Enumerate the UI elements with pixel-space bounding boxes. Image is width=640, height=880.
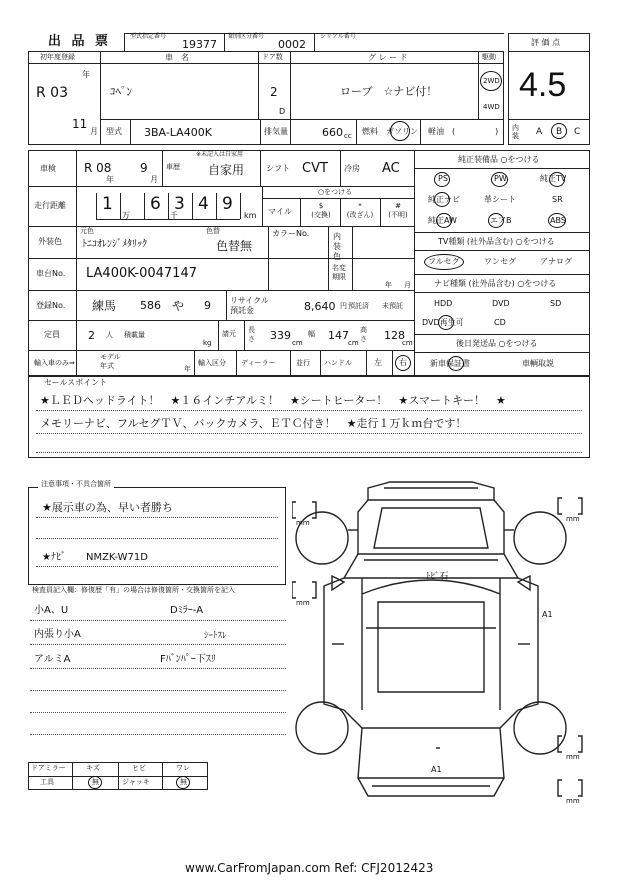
recycle-deposited: 預託済 [348, 302, 369, 310]
mileage-digit-4: 4 [198, 194, 209, 214]
handle-right: 右 [399, 358, 407, 367]
height-value: 128 [384, 329, 405, 342]
fuel-selected-circle [390, 121, 410, 141]
shaken-month-unit: 月 [150, 175, 158, 184]
docs-manual: 車輌取説 [522, 359, 554, 368]
month-unit: 月 [90, 127, 98, 136]
import-dealer: ディーラー [241, 359, 276, 367]
tv-fullseg: フルセグ [428, 257, 460, 266]
rating-score: 4.5 [519, 66, 567, 104]
doors-value: 2 [270, 85, 278, 99]
registration-place: 練馬 [92, 299, 117, 313]
inspector-row-3-b: Fﾊﾞﾝﾊﾟｰ下ｽﾘ [160, 654, 216, 665]
equip-pw: PW [494, 174, 507, 183]
grade-value: ローブ ☆ナビ付！ [340, 85, 438, 98]
legend-tools-circle [88, 776, 102, 789]
name-change-label: 名変 期限 [332, 264, 346, 281]
model-year-label: モデル 年式 [100, 353, 121, 370]
height-cm: cm [402, 339, 413, 347]
mileage-digit-5: 9 [222, 194, 233, 214]
usage-note: ※未記入は自家用 [196, 151, 244, 158]
length-value: 339 [270, 329, 291, 342]
mileage-digit-2: 6 [150, 194, 161, 214]
first-reg-month: 11 [72, 117, 88, 131]
equip-aw: 純正AW [428, 216, 457, 225]
equip-ps: PS [438, 174, 448, 183]
mileage-label: 走行距離 [34, 201, 66, 210]
import-parallel: 並行 [296, 359, 310, 367]
mileage-man: 万 [122, 211, 130, 220]
legend-jack-value: 無 [180, 778, 187, 786]
equip-navi: 純正ナビ [428, 195, 460, 204]
equip-ps-circle [434, 172, 450, 187]
year-unit: 年 [82, 70, 90, 79]
navi-sd: SD [550, 299, 562, 308]
category-value: 0002 [278, 38, 306, 51]
equip-tv: 純正TV [540, 174, 567, 183]
recycle-label: リサイクル 預託金 [230, 296, 269, 315]
mileage-tamper: * (改ざん) [346, 202, 374, 219]
equip-abs: ABS [550, 216, 566, 225]
ac-label: 冷房 [344, 164, 360, 173]
billing-label: 請元 [222, 330, 236, 338]
length-label: 長さ [248, 326, 255, 343]
equip-aw-circle [436, 213, 452, 228]
shaken-year-unit: 年 [106, 175, 114, 184]
tv-analog: アナログ [540, 257, 572, 266]
width-cm: cm [348, 339, 359, 347]
load-label: 積載量 [124, 331, 145, 339]
car-name: ｺﾍﾟﾝ [110, 85, 132, 98]
shift-label: シフト [266, 164, 290, 173]
inspector-row-3-a: アルミA [34, 654, 71, 665]
serial-label: シリアル番号 [320, 33, 356, 40]
drive-label: 駆動 [482, 53, 496, 61]
name-change-month-unit: 月 [404, 281, 411, 289]
paint-label: 色替 [206, 227, 220, 235]
inspector-label: 検査員記入欄：修復歴「有」の場合は修復箇所・交換箇所を記入 [32, 586, 235, 594]
interior-selected-circle [551, 123, 567, 139]
color-no-label: カラーNo. [272, 229, 310, 238]
displacement-label: 排気量 [264, 127, 288, 136]
original-color: ﾄﾆｺｵﾚﾝｼﾞﾒﾀﾘｯｸ [82, 239, 147, 250]
mileage-digit-3: 3 [174, 194, 185, 214]
mileage-digit-1: 1 [102, 194, 113, 214]
registration-kana: や [172, 299, 185, 313]
chassis-label: 車台No. [36, 269, 66, 278]
original-color-label: 元色 [80, 227, 94, 235]
navi-cd: CD [494, 318, 506, 327]
name-change-year-unit: 年 [385, 281, 392, 289]
inspector-row-1-b: Dﾐﾗｰ-A [170, 605, 204, 616]
interior-grade-a: A [536, 127, 543, 137]
equip-tv-circle [549, 172, 565, 187]
doors-label: ドア数 [262, 53, 283, 61]
paint-value: 色替無 [216, 239, 253, 253]
mm-rear-right: mm [566, 753, 580, 761]
length-cm: cm [292, 339, 303, 347]
type-approval-label: 型式指定番号 [130, 33, 167, 40]
interior-grade-b: B [556, 127, 563, 137]
car-damage-diagram [292, 478, 592, 828]
handle-selected-circle [395, 355, 411, 371]
sales-points-label: セールスポイント [44, 378, 108, 387]
recycle-not-deposited: 未預託 [382, 302, 403, 310]
navi-dvd-play: DVD再生可 [422, 318, 464, 327]
mileage-unknown: # (不明) [388, 202, 408, 219]
form-title: 出 品 票 [48, 34, 112, 49]
sales-points-line-2: メモリーナビ、フルセグＴＶ、バックカメラ、ＥＴＣ付き！ ★走行１万ｋｍ台です！ [40, 417, 467, 430]
usage-value: 自家用 [208, 163, 245, 177]
cc-unit: cc [344, 132, 352, 140]
equip-abs-circle [548, 213, 566, 228]
import-category-label: 輸入区分 [198, 359, 226, 367]
rear-bumper-note: A1 [431, 765, 442, 774]
model-label: 型式 [106, 127, 122, 136]
equip-airbag: エアB [490, 216, 512, 225]
equipment-title: 純正装備品 ○をつける [458, 155, 540, 164]
mileage-mile: マイル [268, 207, 292, 216]
mm-front-left: mm [296, 519, 310, 527]
model-value: 3BA-LA400K [144, 126, 212, 139]
footer-reference: www.CarFromJapan.com Ref: CFJ2012423 [185, 861, 434, 875]
shaken-label: 車検 [40, 164, 56, 173]
chassis-value: LA400K-0047147 [86, 266, 197, 281]
mm-rear-right-2: mm [566, 797, 580, 805]
shaken-month: 9 [140, 161, 148, 175]
capacity-persons: 2 [88, 329, 95, 342]
first-reg-year: R 03 [36, 85, 68, 101]
docs-title: 後日発送品 ○をつける [456, 339, 538, 348]
fuel-light-oil: 軽油 [428, 127, 444, 136]
type-approval-value: 19377 [182, 38, 217, 51]
legend-crack: ヒビ [132, 764, 146, 772]
legend-jack-circle [176, 776, 190, 789]
notes-line-1: ★展示車の為、早い者勝ち [42, 501, 173, 514]
rating-label: 評 価 点 [531, 38, 561, 47]
legend-tools: 工具 [40, 778, 54, 786]
navi-hdd: HDD [434, 299, 453, 308]
car-name-label: 車 名 [165, 53, 189, 62]
mileage-circle-note: ○をつける [318, 188, 353, 196]
inspector-row-1-a: 小A、U [34, 605, 69, 616]
shaken-year: R 08 [84, 161, 112, 175]
docs-warranty-circle [448, 356, 464, 371]
mileage-km: km [244, 211, 257, 220]
equip-sr: SR [552, 195, 563, 204]
tv-fullseg-circle [424, 254, 464, 270]
interior-grade-c: C [574, 127, 581, 137]
width-label: 幅 [308, 330, 315, 338]
shift-value: CVT [302, 161, 328, 176]
legend-jack: ジャッキ [122, 778, 150, 786]
notes-label: 注意事項・不具合箇所 [38, 481, 114, 488]
equip-airbag-circle [488, 213, 504, 228]
drive-selected-circle [480, 71, 502, 91]
mm-front-right: mm [566, 515, 580, 523]
roof-note: ﾄﾋﾞ石 [426, 572, 449, 582]
capacity-label: 定員 [44, 330, 60, 339]
category-label: 類別区分番号 [228, 33, 265, 40]
recycle-unit: 円 [340, 302, 347, 310]
height-label: 高さ [360, 326, 367, 343]
first-reg-label: 初年度登録 [40, 53, 75, 61]
interior-label: 内 装 [512, 124, 519, 140]
color-label: 外装色 [38, 237, 62, 246]
import-label: 輸入車のみ⇒ [34, 359, 75, 367]
ac-value: AC [382, 161, 400, 176]
right-side-note: A1 [542, 610, 553, 619]
equip-navi-circle [434, 192, 450, 207]
usage-label: 車歴 [166, 163, 180, 171]
mileage-sen: 千 [170, 211, 178, 220]
fuel-gasoline: ガソリン [386, 127, 418, 136]
model-year-unit: 年 [184, 365, 191, 373]
registration-number: 9 [204, 299, 211, 312]
legend-door-mirror: ドアミラー [31, 764, 66, 772]
inspector-row-2-b: ｼｰﾄｽﾚ [204, 631, 227, 641]
load-kg: kg [203, 339, 212, 347]
legend-break: ワレ [176, 764, 190, 772]
legend-scratch: キズ [86, 764, 100, 772]
width-value: 147 [328, 329, 349, 342]
handle-left: 左 [374, 358, 382, 367]
navi-dvd-play-circle [438, 315, 454, 330]
drive-2wd: 2WD [483, 77, 500, 85]
navi-dvd: DVD [492, 299, 510, 308]
equip-leather: 革シート [484, 195, 516, 204]
sales-points-line-1: ★ＬＥＤヘッドライト！ ★１６インチアルミ！ ★シートヒーター！ ★スマートキー！ ★ [40, 394, 506, 407]
tv-title: TV種類 (社外品含む) ○をつける [438, 237, 555, 246]
fuel-other: ( ) [452, 127, 499, 136]
notes-line-2: ★ﾅﾋﾞ NMZK-W71D [42, 552, 148, 563]
grade-label: グ レ ー ド [368, 53, 408, 62]
registration-class: 586 [140, 299, 161, 312]
fuel-label: 燃料 [362, 127, 378, 136]
docs-warranty: 新車保証書 [430, 359, 470, 368]
capacity-persons-unit: 人 [106, 331, 113, 339]
mileage-swap: $ (交換) [311, 202, 331, 219]
drive-4wd: 4WD [483, 103, 500, 111]
inspector-row-2-a: 内張り小A [34, 629, 81, 640]
navi-title: ナビ種類 (社外品含む) ○をつける [434, 279, 557, 288]
handle-label: ハンドル [324, 359, 352, 367]
equip-pw-circle [491, 172, 508, 187]
mm-mid-left: mm [296, 599, 310, 607]
interior-color-label: 内装色 [333, 232, 341, 261]
recycle-amount: 8,640 [304, 300, 336, 313]
doors-suffix: D [279, 107, 286, 116]
registration-label: 登録No. [36, 301, 66, 310]
displacement-value: 660 [322, 126, 343, 139]
tv-oneseg: ワンセグ [484, 257, 516, 266]
legend-tools-value: 無 [92, 778, 99, 786]
